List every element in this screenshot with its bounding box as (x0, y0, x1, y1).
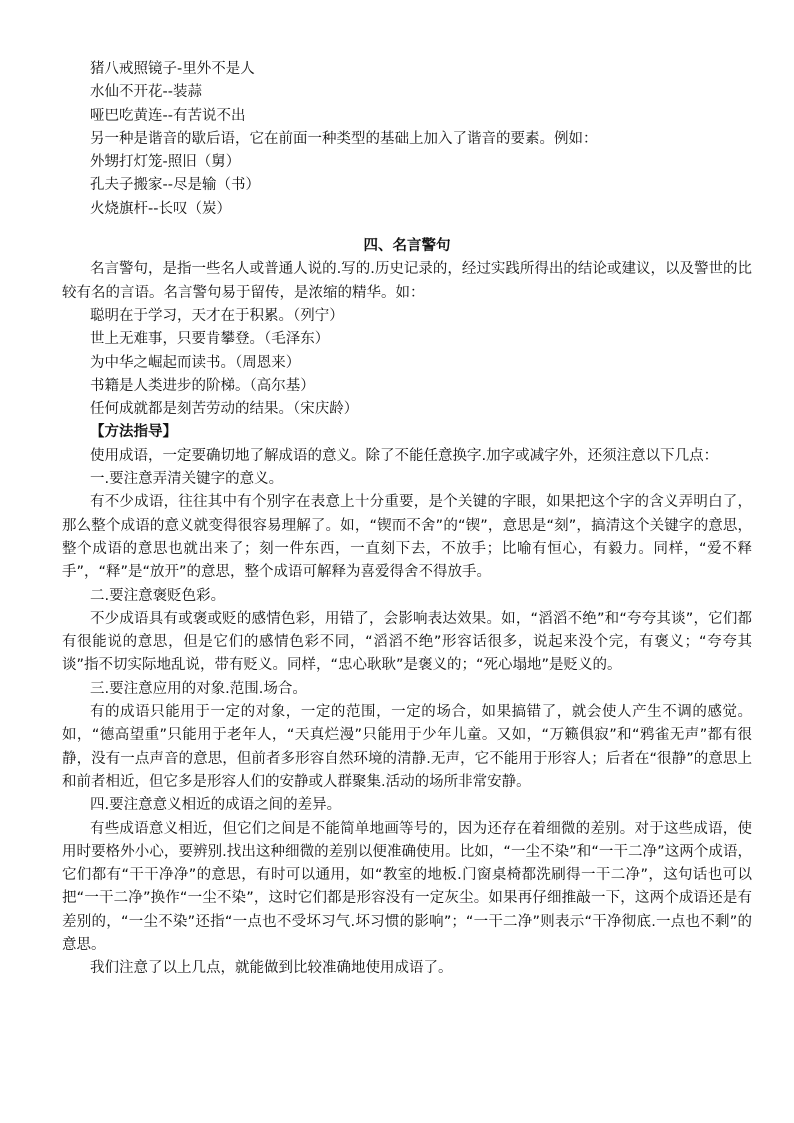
example-line: 水仙不开花--装蒜 (90, 84, 202, 101)
point-title: 一.要注意弄清关键字的意义。 (90, 471, 284, 488)
xiehouyu-examples-a (62, 58, 752, 128)
section-heading: 四、名言警句 (363, 238, 451, 255)
example-line: 外甥打灯笼-照旧（舅） (90, 154, 241, 171)
method-heading: 【方法指导】 (90, 424, 177, 441)
quote-line: 书籍是人类进步的阶梯。（高尔基） (90, 377, 315, 394)
point-body: 有不少成语，往往其中有个别字在表意上十分重要，是个关键的字眼，如果把这个字的含义弄明白了，那么整个成语的意义就变得很容易理解了。如，“锲而不舍”的“锲”，意思是“刻”，搞清这个关键字的意思，整个成语的意思也就出来了；刻一件东西，一直刻下去，不放手；比喻有恒心，有毅力。同样，“爱不释手”，“释”是“放开”的意思，整个成语可解释为喜爱得舍不得放手。 (62, 494, 752, 581)
point-title: 三.要注意应用的对象.范围.场合。 (90, 680, 307, 697)
point-title: 四.要注意意义相近的成语之间的差异。 (90, 797, 342, 814)
quote-line: 世上无难事，只要肯攀登。（毛泽东） (90, 331, 330, 348)
quote-line: 聪明在于学习，天才在于积累。（列宁） (90, 307, 344, 324)
point-body: 有的成语只能用于一定的对象，一定的范围，一定的场合，如果搞错了，就会使人产生不调的感觉。如，“德高望重”只能用于老年人，“天真烂漫”只能用于少年儿童。又如，“万籁俱寂”和“鸦雀无声”都有很静，没有一点声音的意思，但前者多形容自然环境的清静.无声，它不能用于形容人；后者在“很静”的意思上和前者相近，但它多是形容人们的安静或人群聚集.活动的场所非常安静。 (62, 704, 752, 790)
point-title: 二.要注意褒贬色彩。 (90, 587, 226, 604)
example-line: 猪八戒照镜子-里外不是人 (90, 61, 255, 77)
quotes-list (62, 305, 752, 421)
example-line: 哑巴吃黄连--有苦说不出 (90, 107, 246, 124)
conclusion: 我们注意了以上几点，就能做到比较准确地使用成语了。 (90, 960, 453, 977)
example-line: 火烧旗杆--长叹（炭） (90, 200, 231, 217)
quote-line: 任何成就都是刻苦劳动的结果。（宋庆龄） (90, 401, 359, 418)
document-page (62, 58, 752, 981)
method-intro: 使用成语，一定要确切地了解成语的意义。除了不能任意换字.加字或减字外，还须注意以下几点： (90, 447, 719, 464)
quote-line: 为中华之崛起而读书。（周恩来） (90, 354, 301, 371)
point-body: 有些成语意义相近，但它们之间是不能简单地画等号的，因为还存在着细微的差别。对于这些成语，使用时要格外小心，要辨别.找出这种细微的差别以便准确使用。比如，“一尘不染”和“一干二净”这两个成语，它们都有“干干净净”的意思，有时可以通用，如“教室的地板.门窗桌椅都洗刷得一干二净”，这句话也可以把“一干二净”换作“一尘不染”，这时它们都是形容没有一定灰尘。如果再仔细推敲一下，这两个成语还是有差别的，“一尘不染”还指“一点也不受坏习气.坏习惯的影响”；“一干二净”则表示“干净彻底.一点也不剩”的意思。 (62, 820, 752, 953)
example-line: 孔夫子搬家--尽是输（书） (90, 177, 260, 194)
point-body: 不少成语具有或褒或贬的感情色彩，用错了，会影响表达效果。如，“滔滔不绝”和“夸夸其谈”，它们都有很能说的意思，但是它们的感情色彩不同，“滔滔不绝”形容话很多，说起来没个完，有褒义；“夸夸其谈”指不切实际地乱说，带有贬义。同样，“忠心耿耿”是褒义的；“死心塌地”是贬义的。 (62, 610, 752, 674)
section-intro: 名言警句，是指一些名人或普通人说的.写的.历史记录的，经过实践所得出的结论或建议，以及警世的比较有名的言语。名言警句易于留传，是浓缩的精华。如： (62, 261, 752, 301)
xiehouyu-examples-b (62, 151, 752, 221)
xiehouyu-intro: 另一种是谐音的歇后语，它在前面一种类型的基础上加入了谐音的要素。例如： (90, 130, 598, 147)
